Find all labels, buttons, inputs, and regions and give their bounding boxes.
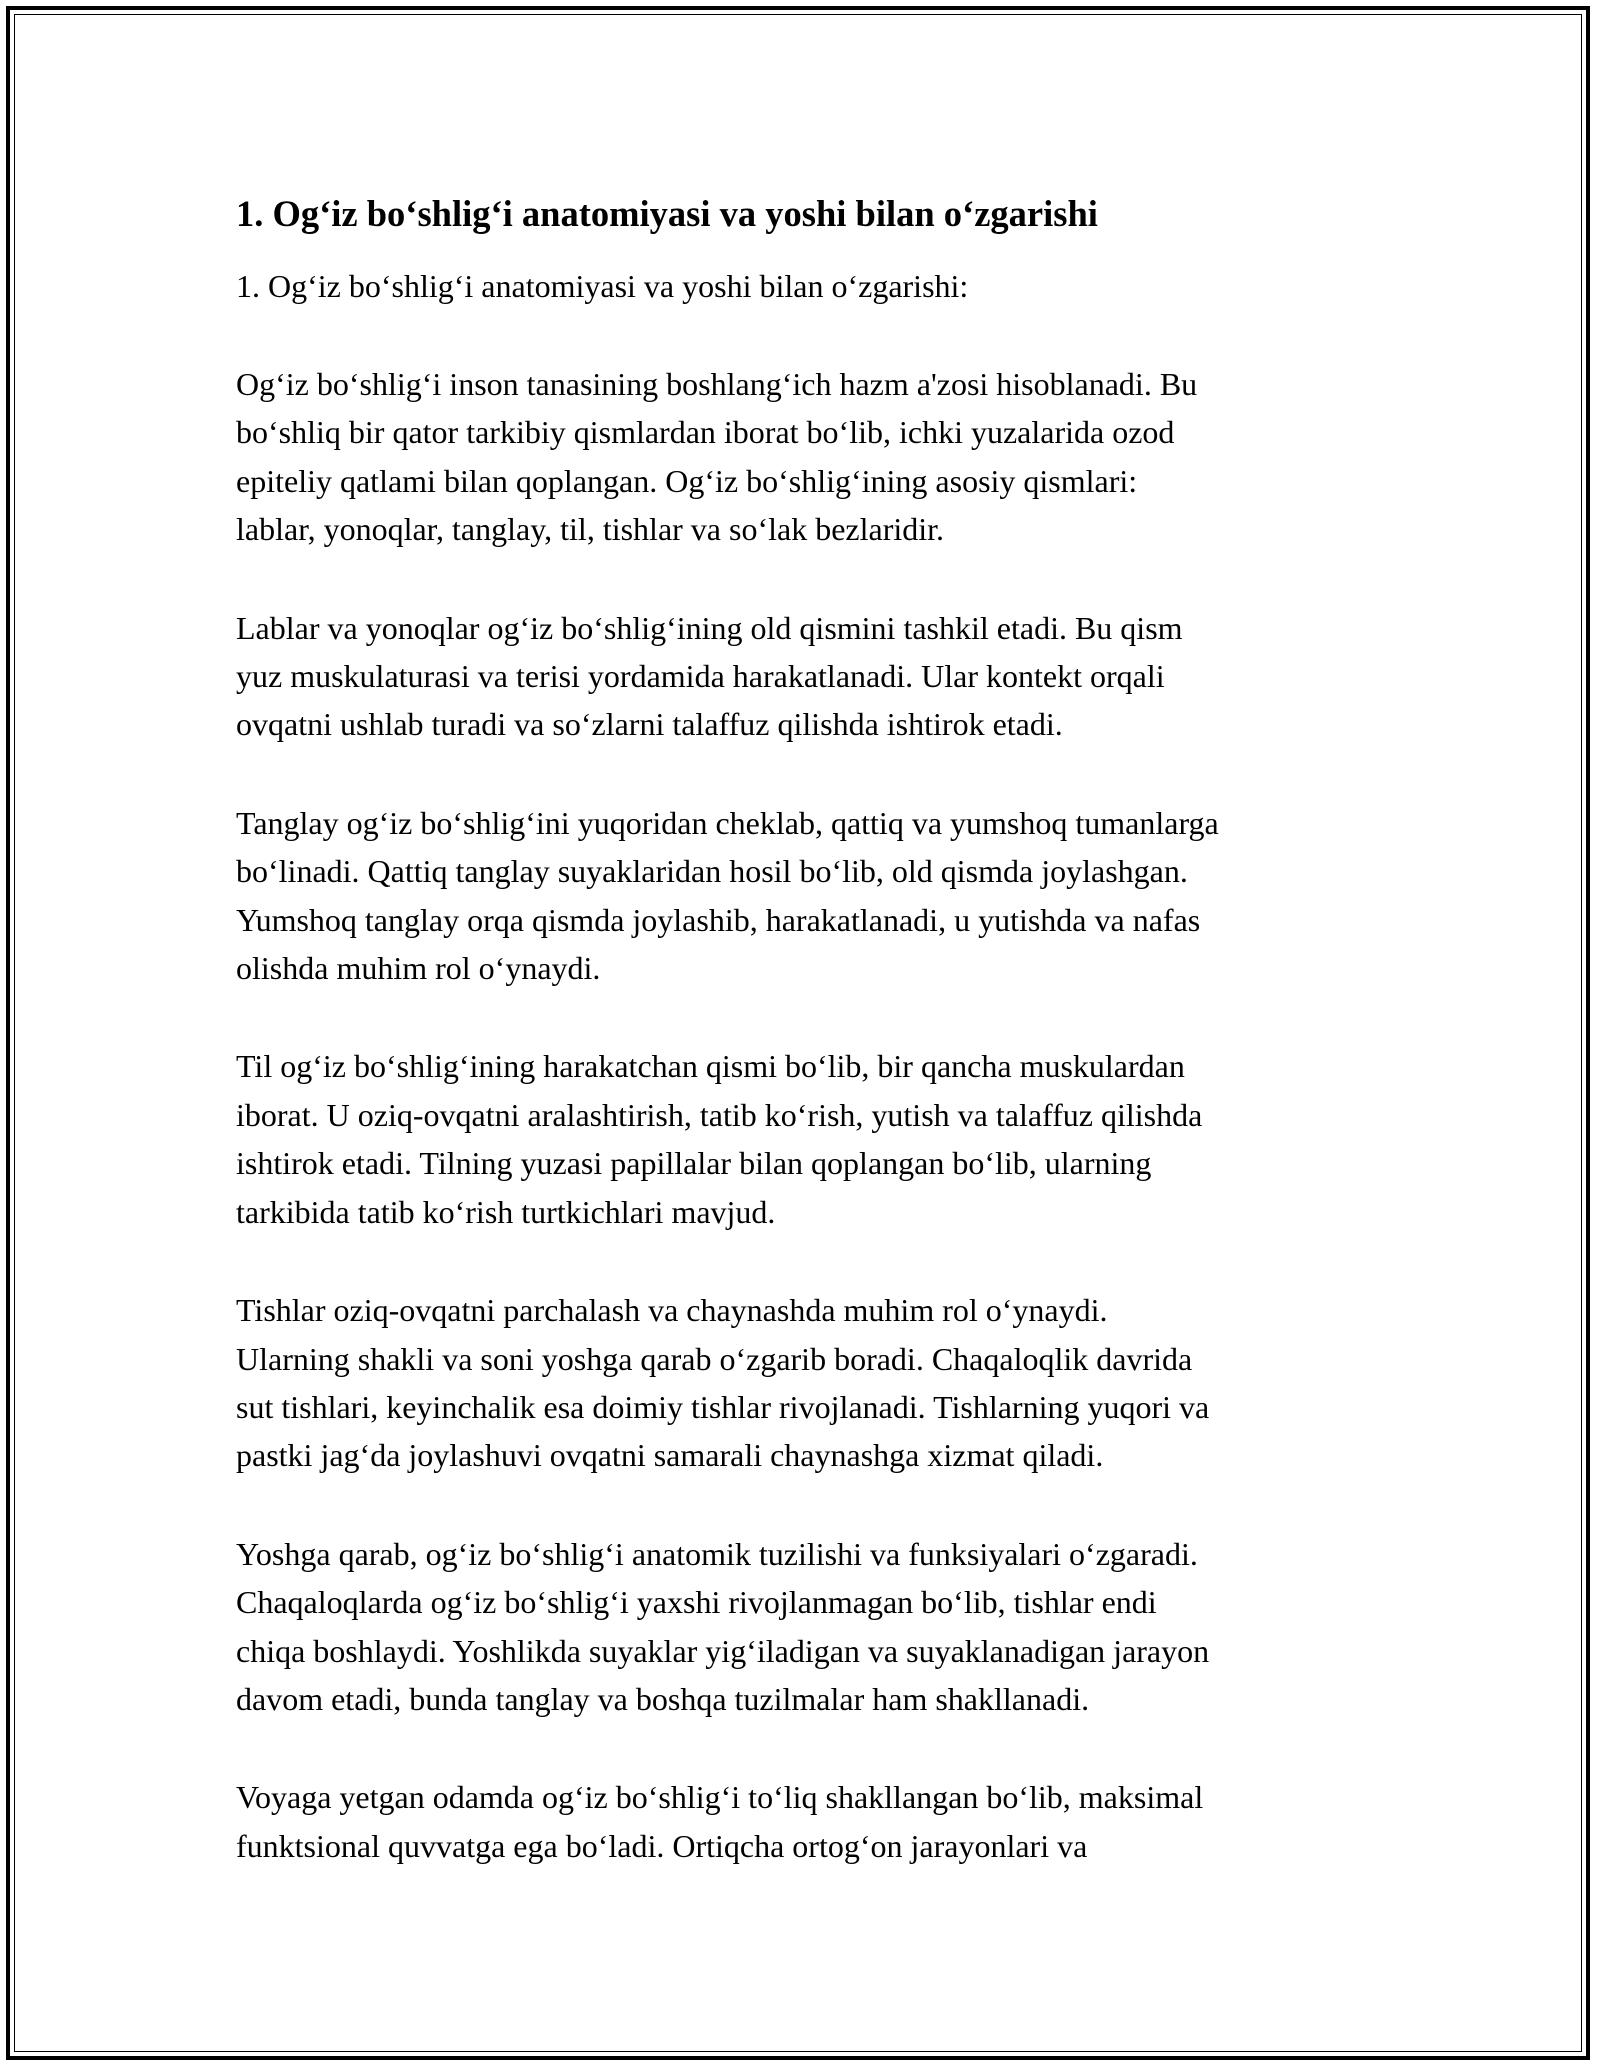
document-subheading: 1. Og‘iz bo‘shlig‘i anatomiyasi va yoshi bilan o‘zgarishi: xyxy=(236,268,969,304)
paragraph-line: Yumshoq tanglay orqa qismda joylashib, harakatlanadi, u yutishda va nafas xyxy=(236,901,1201,938)
paragraph-line: olishda muhim rol o‘ynaydi. xyxy=(236,950,601,987)
paragraph-line: Til og‘iz bo‘shlig‘ining harakatchan qismi bo‘lib, bir qancha muskulardan xyxy=(236,1048,1185,1085)
paragraph-line: bo‘shliq bir qator tarkibiy qismlardan iborat bo‘lib, ichki yuzalarida ozod xyxy=(236,414,1175,451)
paragraph-line: Tanglay og‘iz bo‘shlig‘ini yuqoridan cheklab, qattiq va yumshoq tumanlarga xyxy=(236,804,1219,841)
paragraph-line: ishtirok etadi. Tilning yuzasi papillalar bilan qoplangan bo‘lib, ularning xyxy=(236,1145,1152,1182)
paragraph-line: ovqatni ushlab turadi va so‘zlarni talaffuz qilishda ishtirok etadi. xyxy=(236,706,1063,743)
paragraph-line: Chaqaloqlarda og‘iz bo‘shlig‘i yaxshi rivojlanmagan bo‘lib, tishlar endi xyxy=(236,1584,1157,1621)
paragraph-line: sut tishlari, keyinchalik esa doimiy tishlar rivojlanadi. Tishlarning yuqori va xyxy=(236,1388,1210,1425)
paragraph-age-changes xyxy=(236,1530,1376,1724)
paragraph-line: bo‘linadi. Qattiq tanglay suyaklaridan hosil bo‘lib, old qismda joylashgan. xyxy=(236,853,1188,890)
paragraph-line: epiteliy qatlami bilan qoplangan. Og‘iz bo‘shlig‘ining asosiy qismlari: xyxy=(236,462,1138,499)
document-body xyxy=(236,186,1376,1870)
paragraph-teeth xyxy=(236,1286,1376,1480)
paragraph-tongue xyxy=(236,1042,1376,1236)
paragraph-line: Voyaga yetgan odamda og‘iz bo‘shlig‘i to‘liq shakllangan bo‘lib, maksimal xyxy=(236,1779,1204,1816)
document-heading: 1. Og‘iz bo‘shlig‘i anatomiyasi va yoshi bilan o‘zgarishi xyxy=(236,193,1098,234)
paragraph-line: pastki jag‘da joylashuvi ovqatni samarali chaynashga xizmat qiladi. xyxy=(236,1437,1104,1474)
paragraph-line: Tishlar oziq-ovqatni parchalash va chaynashda muhim rol o‘ynaydi. xyxy=(236,1292,1108,1329)
paragraph-line: Lablar va yonoqlar og‘iz bo‘shlig‘ining old qismini tashkil etadi. Bu qism xyxy=(236,609,1183,646)
paragraph-line: tarkibida tatib ko‘rish turtkichlari mavjud. xyxy=(236,1193,776,1230)
paragraph-oral-cavity-overview xyxy=(236,360,1376,554)
paragraph-line: yuz muskulaturasi va terisi yordamida harakatlanadi. Ular kontekt orqali xyxy=(236,658,1165,695)
paragraph-lips-cheeks xyxy=(236,604,1376,749)
paragraph-line: chiqa boshlaydi. Yoshlikda suyaklar yig‘iladigan va suyaklanadigan jarayon xyxy=(236,1632,1210,1669)
paragraph-line: iborat. U oziq-ovqatni aralashtirish, tatib ko‘rish, yutish va talaffuz qilishda xyxy=(236,1096,1203,1133)
paragraph-line: Og‘iz bo‘shlig‘i inson tanasining boshlang‘ich hazm a'zosi hisoblanadi. Bu xyxy=(236,366,1198,402)
paragraph-adult xyxy=(236,1773,1376,1870)
paragraph-palate xyxy=(236,799,1376,993)
paragraph-line: Ularning shakli va soni yoshga qarab o‘zgarib boradi. Chaqaloqlik davrida xyxy=(236,1340,1193,1377)
paragraph-line: davom etadi, bunda tanglay va boshqa tuzilmalar ham shakllanadi. xyxy=(236,1680,1090,1717)
paragraph-line: Yoshga qarab, og‘iz bo‘shlig‘i anatomik tuzilishi va funksiyalari o‘zgaradi. xyxy=(236,1535,1198,1572)
paragraph-line: funktsional quvvatga ega bo‘ladi. Ortiqcha ortog‘on jarayonlari va xyxy=(236,1827,1088,1864)
paragraph-line: lablar, yonoqlar, tanglay, til, tishlar va so‘lak bezlaridir. xyxy=(236,511,945,548)
